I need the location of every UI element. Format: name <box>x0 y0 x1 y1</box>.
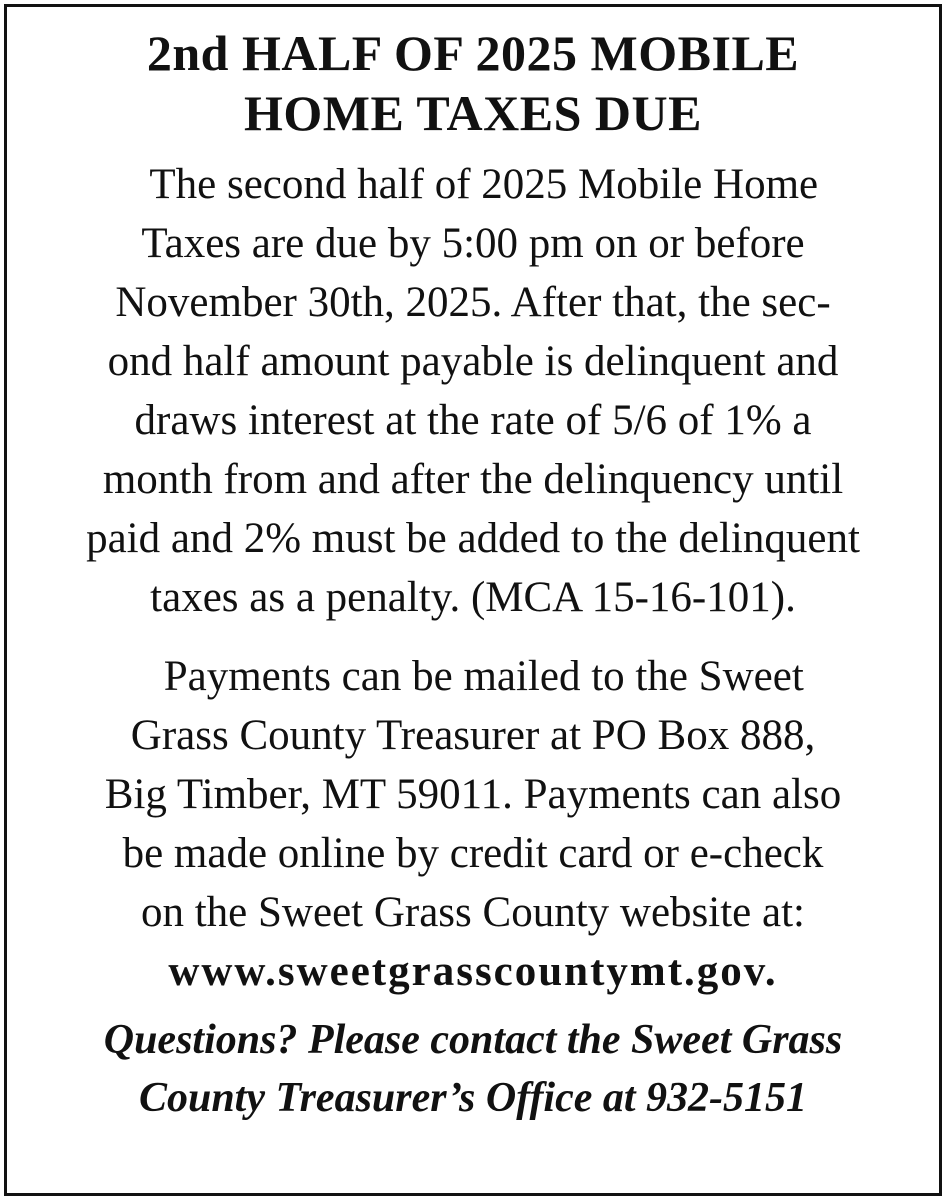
title-line-2: HOME TAXES DUE <box>243 85 702 141</box>
paragraph2-line: Big Timber, MT 59011. Payments can also <box>104 771 842 818</box>
paragraph1-line: November 30th, 2025. After that, the sec- <box>115 279 831 326</box>
due-date-paragraph <box>7 155 939 627</box>
questions-line-1: Questions? Please contact the Sweet Grass <box>103 1017 843 1063</box>
paragraph1-line: paid and 2% must be added to the delinquent <box>86 515 860 562</box>
payment-paragraph <box>7 647 939 1001</box>
title-line-1: 2nd HALF OF 2025 MOBILE <box>146 25 800 81</box>
paragraph1-line: draws interest at the rate of 5/6 of 1% a <box>134 397 812 444</box>
website-link[interactable]: www.sweetgrasscountymt.gov. <box>168 948 778 995</box>
notice-frame <box>4 4 942 1196</box>
paragraph2-line: be made online by credit card or e-check <box>122 830 824 877</box>
questions-line-2: County Treasurer’s Office at 932-5151 <box>138 1075 808 1121</box>
paragraph1-line: ond half amount payable is delinquent and <box>107 338 839 385</box>
paragraph2-line: Grass County Treasurer at PO Box 888, <box>130 712 816 759</box>
paragraph1-line: month from and after the delinquency until <box>102 456 844 503</box>
paragraph1-line: The second half of 2025 Mobile Home <box>127 161 819 208</box>
paragraph1-line: Taxes are due by 5:00 pm on or before <box>141 220 805 267</box>
paragraph1-line: taxes as a penalty. (MCA 15-16-101). <box>150 574 796 621</box>
paragraph2-line: Payments can be mailed to the Sweet <box>142 653 804 700</box>
notice-title <box>7 23 939 143</box>
paragraph2-line: on the Sweet Grass County website at: <box>140 889 805 936</box>
contact-questions <box>7 1011 939 1127</box>
